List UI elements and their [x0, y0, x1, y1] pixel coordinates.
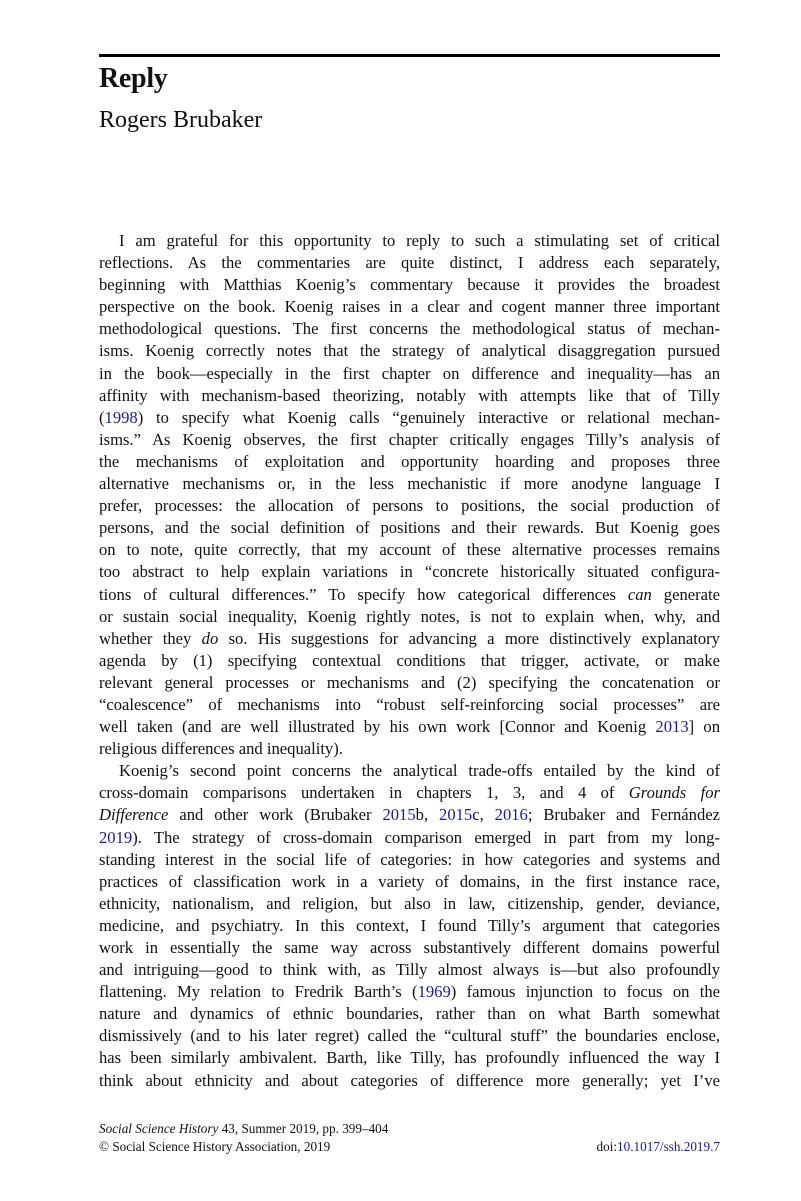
emphasis-do: do [201, 628, 219, 648]
text-line: ethnicity, nationalism, and religion, but also in law, citizenship, gender, deviance, [99, 893, 720, 913]
book-title-difference: Difference [99, 805, 169, 825]
copyright-notice: © Social Science History Association, 2019 [99, 1139, 331, 1154]
text-line: methodological questions. The first concerns the methodological status of mechan- [99, 319, 720, 339]
text-line: cross-domain comparisons undertaken in chapters 1, 3, and 4 of Grounds for [99, 783, 720, 803]
text-line: Difference and other work (Brubaker 2015b, 2015c, 2016; Brubaker and Fernández [99, 805, 720, 825]
page-footer [99, 1120, 720, 1156]
text-line: perspective on the book. Koenig raises in a clear and cogent manner three important [99, 297, 720, 317]
text-line: isms. Koenig correctly notes that the strategy of analytical disaggregation pursued [99, 341, 720, 361]
header-rule [99, 54, 720, 57]
text-line: “coalescence” of mechanisms into “robust self-reinforcing social processes” are [99, 694, 720, 714]
text-line: agenda by (1) specifying contextual conditions that trigger, activate, or make [99, 650, 720, 670]
text-line: the mechanisms of exploitation and opportunity hoarding and proposes three [99, 451, 720, 471]
paragraph-2 [99, 760, 720, 1091]
text-line: beginning with Matthias Koenig’s commentary because it provides the broadest [99, 275, 720, 295]
text-line: practices of classification work in a variety of domains, in the first instance race, [99, 871, 720, 891]
text-line: on to note, quite correctly, that my account of these alternative processes remains [99, 540, 720, 560]
doi-link[interactable]: 10.1017/ssh.2019.7 [617, 1139, 720, 1154]
article-body [99, 230, 720, 1092]
text-line: work in essentially the same way across substantively different domains powerful [99, 938, 720, 957]
emphasis-can: can [627, 584, 652, 604]
text-line: affinity with mechanism-based theorizing, notably with attempts like that of Tilly [99, 385, 720, 405]
text-line: medicine, and psychiatry. In this context, I found Tilly’s argument that categories [99, 915, 720, 935]
text-line: I am grateful for this opportunity to reply to such a stimulating set of critical [119, 231, 720, 250]
text-line: has been similarly ambivalent. Barth, like Tilly, has profoundly influenced the way I [99, 1048, 720, 1068]
text-line: prefer, processes: the allocation of persons to positions, the social production of [99, 496, 720, 516]
text-line: nature and dynamics of ethnic boundaries, rather than on what Barth somewhat [99, 1004, 720, 1024]
article-title: Reply [99, 63, 168, 94]
journal-name: Social Science History [99, 1121, 219, 1136]
text-line: too abstract to help explain variations in “concrete historically situated configura- [99, 562, 720, 582]
citation-link-brubaker-2015c[interactable]: 2015 [439, 805, 473, 825]
text-line: isms.” As Koenig observes, the first chapter critically engages Tilly’s analysis of [99, 429, 720, 449]
citation-link-brubaker-2016[interactable]: 2016 [494, 805, 528, 825]
citation-link-brubaker-2015b[interactable]: 2015 [382, 805, 416, 825]
doi: doi:10.1017/ssh.2019.7 [596, 1139, 720, 1154]
text-line: 2019). The strategy of cross-domain comparison emerged in part from my long- [99, 827, 720, 847]
text-line: Koenig’s second point concerns the analytical trade-offs entailed by the kind of [119, 761, 720, 781]
text-line: whether they do so. His suggestions for advancing a more distinctively explanatory [99, 628, 720, 648]
text-line: persons, and the social definition of positions and their rewards. But Koenig goes [99, 518, 720, 538]
text-line: (1998) to specify what Koenig calls “genuinely interactive or relational mechan- [99, 407, 720, 427]
article-author: Rogers Brubaker [99, 107, 263, 133]
text-line: and intriguing—good to think with, as Tilly almost always is—but also profoundly [99, 960, 720, 980]
text-line: dismissively (and to his later regret) called the “cultural stuff” the boundaries enclose, [99, 1026, 720, 1046]
journal-details: 43, Summer 2019, pp. 399–404 [218, 1121, 389, 1136]
text-line: reflections. As the commentaries are quite distinct, I address each separately, [99, 253, 720, 273]
text-line: alternative mechanisms or, in the less mechanistic if more anodyne language I [99, 474, 720, 494]
text-line: well taken (and are well illustrated by his own work [Connor and Koenig 2013] on [99, 717, 720, 737]
text-line: tions of cultural differences.” To specify how categorical differences can generate [99, 584, 720, 604]
journal-citation [99, 1120, 720, 1138]
paragraph-1 [99, 230, 720, 760]
text-line: relevant general processes or mechanisms and (2) specifying the concatenation or [99, 672, 720, 692]
text-line: in the book—especially in the first chapter on difference and inequality—has an [99, 363, 720, 383]
citation-link-brubaker-fernandez-2019[interactable]: 2019 [99, 827, 133, 847]
book-title-grounds: Grounds for [628, 783, 720, 803]
citation-link-barth-1969[interactable]: 1969 [417, 982, 451, 1002]
text-line: or sustain social inequality, Koenig rightly notes, is not to explain when, why, and [99, 606, 720, 626]
citation-link-tilly-1998[interactable]: 1998 [104, 407, 138, 427]
text-line: flattening. My relation to Fredrik Barth’s (1969) famous injunction to focus on the [99, 982, 720, 1002]
text-line: religious differences and inequality). [99, 739, 343, 759]
text-line: think about ethnicity and about categories of difference more generally; yet I’ve [99, 1070, 720, 1090]
text-line: standing interest in the social life of categories: in how categories and systems and [99, 849, 720, 869]
citation-link-connor-koenig-2013[interactable]: 2013 [655, 717, 689, 737]
